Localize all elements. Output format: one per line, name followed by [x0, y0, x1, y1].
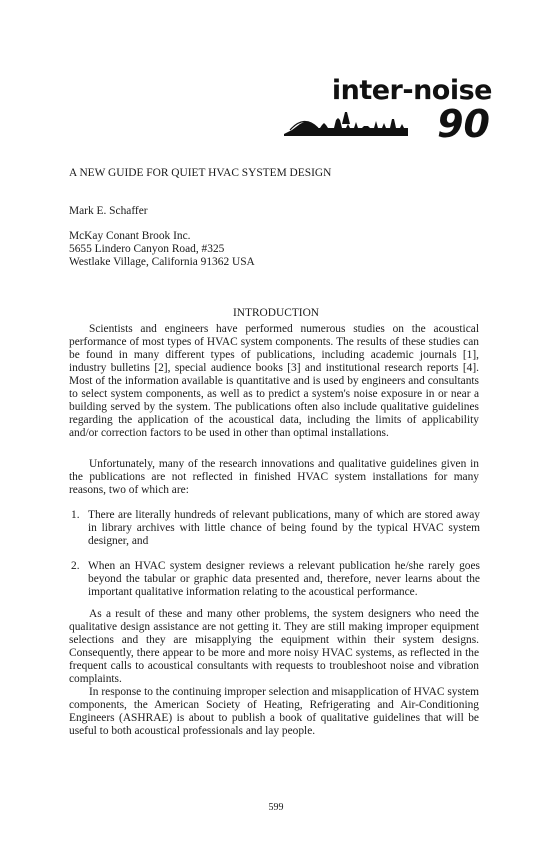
- author-name: Mark E. Schaffer: [69, 205, 148, 217]
- list-item-text: When an HVAC system designer reviews a relevant publication he/she rarely goes beyond the tabular or graphic data presented and, therefore, never learns about the important qualitative information relating to the acoustical performance.: [88, 560, 480, 598]
- logo-title: inter-noise: [331, 75, 492, 106]
- affiliation-line-3: Westlake Village, California 91362 USA: [69, 256, 255, 268]
- skyline-graphic: [284, 110, 408, 136]
- paragraph-1: Scientists and engineers have performed numerous studies on the acoustical performance of most types of HVAC system components. The results of these studies can be found in many different types of publications, including academic journals [1], industry bulletins [2], special audience books [3] and institutional research reports [4]. Most of the information available is quantitative and is used by engineers and consultants to select system components, as well as to predict a system's noise exposure in or near a building served by the system. The publications often also include qualitative guidelines regarding the application of the acoustical data, including the limits of applicability and/or correction factors to be used in other than optimal installations.: [69, 323, 479, 439]
- list-item-number: 2.: [71, 560, 80, 572]
- list-item-text: There are literally hundreds of relevant publications, many of which are stored away in library archives with little chance of being found by the typical HVAC system designer, and: [88, 509, 480, 547]
- affiliation-line-2: 5655 Lindero Canyon Road, #325: [69, 243, 225, 255]
- paragraph-3: As a result of these and many other problems, the system designers who need the qualitative design assistance are not getting it. They are still making improper equipment selections and they are misapplying the equipment within their system designs. Consequently, there appear to be more and more noisy HVAC systems, as reflected in the frequent calls to acoustical consultants with requests to troubleshoot noise and vibration complaints.: [69, 608, 479, 685]
- affiliation-line-1: McKay Conant Brook Inc.: [69, 230, 191, 242]
- section-heading: INTRODUCTION: [232, 307, 320, 319]
- paragraph-4: In response to the continuing improper selection and misapplication of HVAC system components, the American Society of Heating, Refrigerating and Air-Conditioning Engineers (ASHRAE) is about to publish a book of qualitative guidelines that will be useful to both acoustical professionals and lay people.: [69, 686, 479, 737]
- conference-logo: [282, 76, 492, 146]
- paragraph-2: Unfortunately, many of the research innovations and qualitative guidelines given in the publications are not reflected in finished HVAC system installations for many reasons, two of which are:: [69, 458, 479, 496]
- logo-year: 90: [437, 102, 490, 146]
- list-item-number: 1.: [71, 509, 80, 521]
- page-number: 599: [268, 802, 284, 813]
- paper-title: A NEW GUIDE FOR QUIET HVAC SYSTEM DESIGN: [69, 167, 332, 179]
